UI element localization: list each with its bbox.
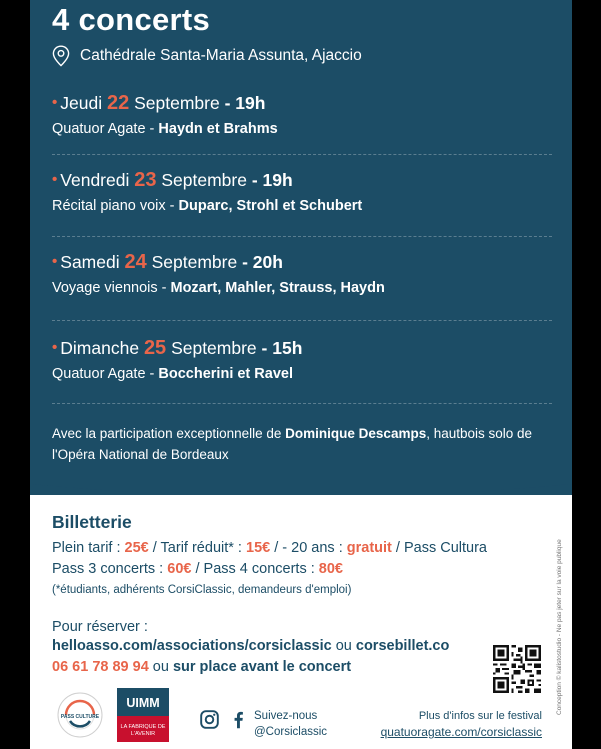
concert-date-line bbox=[52, 337, 302, 360]
concert-day: Jeudi bbox=[60, 93, 103, 113]
pass-culture-logo-text: PASS CULTURE bbox=[60, 714, 100, 720]
concert-time: - 15h bbox=[261, 338, 303, 358]
or-text: ou bbox=[152, 659, 169, 675]
concert-date-line bbox=[52, 251, 385, 274]
concert-date: 22 bbox=[106, 92, 130, 114]
bullet-icon: • bbox=[52, 253, 58, 270]
uimm-logo-subtext: LA FABRIQUE DE L'AVENIR bbox=[117, 716, 169, 742]
concert-item bbox=[52, 169, 362, 214]
reduced-price: 15€ bbox=[246, 540, 271, 556]
or-text: ou bbox=[335, 638, 352, 654]
full-price-label: Plein tarif : bbox=[52, 540, 121, 556]
pass3-label: Pass 3 concerts : bbox=[52, 561, 164, 577]
program-prefix: Voyage viennois - bbox=[52, 280, 167, 296]
reserve-urls bbox=[52, 638, 449, 654]
price-line-2 bbox=[52, 561, 343, 577]
pass4-price: 80€ bbox=[318, 561, 343, 577]
design-credit: Conception © kalistostudio - Ne pas jeter sur la voie publique bbox=[556, 539, 563, 715]
guest-note bbox=[52, 423, 552, 465]
concert-month: Septembre bbox=[171, 338, 257, 358]
concert-date-line bbox=[52, 169, 362, 192]
qr-code-icon bbox=[493, 645, 541, 693]
concert-day: Vendredi bbox=[60, 170, 130, 190]
concert-date: 23 bbox=[134, 169, 157, 191]
concert-day: Samedi bbox=[60, 252, 120, 272]
note-before: Avec la participation exceptionnelle de bbox=[52, 426, 282, 441]
concert-program bbox=[52, 280, 385, 296]
concert-month: Septembre bbox=[134, 93, 220, 113]
pass-culture-logo bbox=[56, 691, 104, 739]
program-works: Duparc, Strohl et Schubert bbox=[178, 198, 363, 214]
divider bbox=[52, 236, 552, 237]
pass4-label: / Pass 4 concerts : bbox=[195, 561, 315, 577]
program-prefix: Quatuor Agate - bbox=[52, 366, 155, 382]
reserve-label: Pour réserver : bbox=[52, 619, 148, 635]
social-handle[interactable]: @Corsiclassic bbox=[254, 726, 328, 738]
concert-month: Septembre bbox=[151, 252, 238, 272]
program-section bbox=[30, 0, 572, 495]
bullet-icon: • bbox=[52, 171, 58, 188]
uimm-logo-text: UIMM bbox=[117, 688, 169, 716]
social-icons bbox=[199, 709, 249, 730]
more-info-label: Plus d'infos sur le festival bbox=[418, 710, 542, 722]
corsebillet-link[interactable]: corsebillet.co bbox=[355, 638, 450, 654]
facebook-icon[interactable] bbox=[228, 709, 249, 730]
guest-name: Dominique Descamps bbox=[285, 426, 427, 441]
concert-program bbox=[52, 198, 362, 214]
page-title: 4 concerts bbox=[52, 2, 211, 37]
poster bbox=[30, 0, 572, 749]
note-after: , hautbois solo de l'Opéra National de Bordeaux bbox=[52, 426, 533, 462]
divider bbox=[52, 154, 552, 155]
uimm-logo bbox=[117, 688, 169, 742]
concert-program bbox=[52, 366, 302, 382]
concert-time: - 19h bbox=[224, 93, 266, 113]
ticketing-title: Billetterie bbox=[52, 512, 132, 532]
program-works: Boccherini et Ravel bbox=[158, 366, 293, 382]
follow-us bbox=[254, 708, 327, 740]
concert-month: Septembre bbox=[161, 170, 247, 190]
program-prefix: Récital piano voix - bbox=[52, 198, 175, 214]
price-footnote: (*étudiants, adhérents CorsiClassic, demandeurs d'emploi) bbox=[52, 584, 352, 596]
concert-date: 24 bbox=[124, 251, 147, 273]
helloasso-link[interactable]: helloasso.com/associations/corsiclassic bbox=[52, 638, 332, 654]
program-works: Haydn et Brahms bbox=[158, 121, 278, 137]
festival-website-link[interactable]: quatuoragate.com/corsiclassic bbox=[380, 725, 542, 739]
full-price: 25€ bbox=[124, 540, 149, 556]
under20-label: / - 20 ans : bbox=[274, 540, 343, 556]
phone-number[interactable]: 06 61 78 89 94 bbox=[52, 659, 149, 675]
concert-day: Dimanche bbox=[60, 338, 140, 358]
more-info bbox=[381, 708, 542, 740]
under20-price: gratuit bbox=[346, 540, 392, 556]
instagram-icon[interactable] bbox=[199, 709, 220, 730]
bullet-icon: • bbox=[52, 339, 58, 356]
divider bbox=[52, 320, 552, 321]
ticketing-section bbox=[30, 495, 572, 749]
divider bbox=[52, 403, 552, 404]
concert-item bbox=[52, 337, 302, 382]
concert-item bbox=[52, 92, 278, 137]
concert-time: - 19h bbox=[251, 170, 293, 190]
reduced-price-label: / Tarif réduit* : bbox=[152, 540, 242, 556]
bullet-icon: • bbox=[52, 94, 58, 111]
venue bbox=[52, 45, 362, 67]
pass3-price: 60€ bbox=[167, 561, 192, 577]
program-works: Mozart, Mahler, Strauss, Haydn bbox=[170, 280, 385, 296]
concert-program bbox=[52, 121, 278, 137]
on-site-text: sur place avant le concert bbox=[172, 659, 352, 675]
concert-date-line bbox=[52, 92, 278, 115]
venue-label: Cathédrale Santa-Maria Assunta, Ajaccio bbox=[80, 47, 362, 64]
reserve-phone-line bbox=[52, 659, 351, 675]
map-pin-icon bbox=[52, 45, 70, 67]
price-line-1 bbox=[52, 540, 487, 556]
pass-culture-label: / Pass Cultura bbox=[395, 540, 487, 556]
program-prefix: Quatuor Agate - bbox=[52, 121, 155, 137]
concert-item bbox=[52, 251, 385, 296]
concert-time: - 20h bbox=[242, 252, 283, 272]
follow-label: Suivez-nous bbox=[254, 710, 318, 722]
concert-date: 25 bbox=[143, 337, 167, 359]
